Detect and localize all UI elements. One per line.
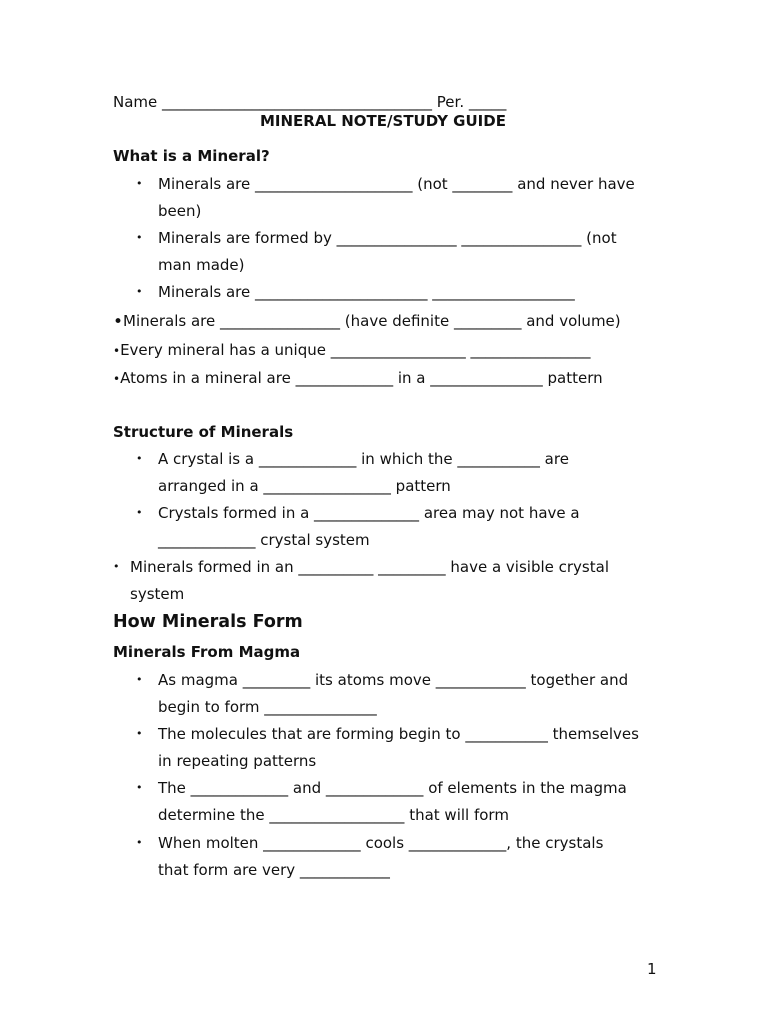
bullet-icon: • [136, 177, 143, 190]
list-item: As magma _________ its atoms move ____________ together and [158, 671, 629, 689]
list-item: •Every mineral has a unique __________________ ________________ [113, 341, 591, 359]
list-item-continuation: arranged in a _________________ pattern [158, 477, 451, 495]
bullet-icon: • [136, 506, 143, 519]
bullet-icon: • [136, 285, 143, 298]
bullet-icon: • [136, 781, 143, 794]
list-item-continuation: been) [158, 202, 202, 220]
list-item: A crystal is a _____________ in which the ___________ are [158, 450, 569, 468]
list-item-continuation: in repeating patterns [158, 752, 317, 770]
list-item: •Minerals are ________________ (have definite _________ and volume) [113, 312, 621, 332]
bullet-icon: • [136, 673, 143, 686]
bullet-icon: • [136, 231, 143, 244]
list-item: When molten _____________ cools _____________, the crystals [158, 834, 604, 852]
bullet-icon: • [113, 560, 120, 573]
list-item: Minerals are formed by ________________ ________________ (not [158, 229, 617, 247]
bullet-icon: • [136, 452, 143, 465]
bullet-icon: • [113, 344, 121, 358]
list-item-continuation: system [130, 585, 185, 603]
list-item: Crystals formed in a ______________ area may not have a [158, 504, 580, 522]
list-item-continuation: begin to form _______________ [158, 698, 377, 716]
list-item-continuation: _____________ crystal system [158, 531, 370, 549]
bullet-icon: • [136, 836, 143, 849]
name-period-line: Name ____________________________________ Per. _____ [113, 93, 507, 111]
list-item: The _____________ and _____________ of elements in the magma [158, 779, 627, 797]
list-item: Minerals are _____________________ (not ________ and never have [158, 175, 635, 193]
page-title: MINERAL NOTE/STUDY GUIDE [260, 112, 506, 130]
list-item: Minerals are _______________________ ___________________ [158, 283, 575, 301]
bullet-icon: • [136, 727, 143, 740]
list-item-continuation: that form are very ____________ [158, 861, 390, 879]
list-item: The molecules that are forming begin to ___________ themselves [158, 725, 639, 743]
section-heading-how-minerals-form: How Minerals Form [113, 612, 303, 632]
section-heading-structure: Structure of Minerals [113, 423, 294, 441]
list-item: Minerals formed in an __________ _________ have a visible crystal [130, 558, 609, 576]
list-item: •Atoms in a mineral are _____________ in a _______________ pattern [113, 369, 603, 387]
bullet-icon: • [113, 372, 121, 386]
list-item-continuation: man made) [158, 256, 245, 274]
bullet-icon: • [113, 312, 124, 332]
subheading-minerals-from-magma: Minerals From Magma [113, 643, 301, 661]
list-item-continuation: determine the __________________ that will form [158, 806, 509, 824]
section-heading-what-is-mineral: What is a Mineral? [113, 147, 270, 165]
page-number: 1 [647, 960, 657, 978]
